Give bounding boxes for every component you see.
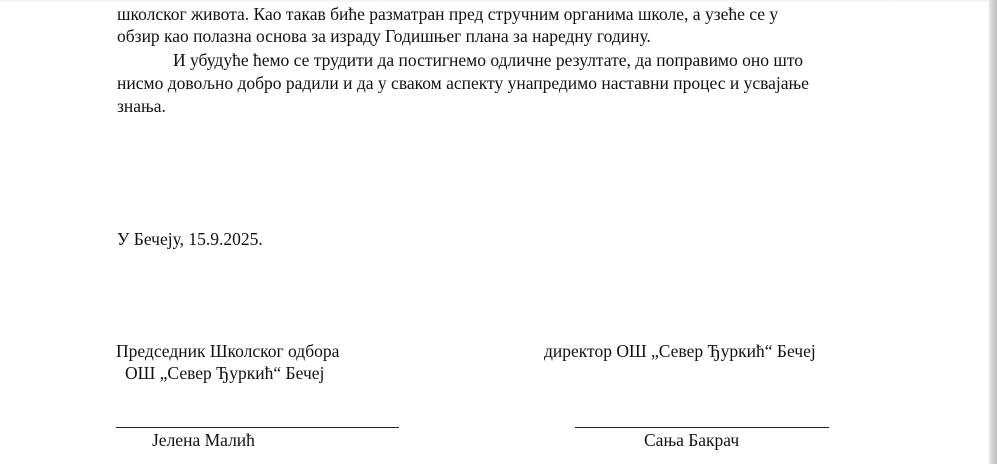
- place-and-date: У Бечеју, 15.9.2025.: [117, 229, 263, 249]
- left-signature-line: [116, 427, 399, 428]
- paragraph2-line2: нисмо довољно добро радили и да у сваком аспекту унапредимо наставни процес и усвајање: [117, 73, 809, 93]
- paragraph2-line1: И убудуће ћемо се трудити да постигнемо одличне резултате, да поправимо оно што: [173, 50, 804, 70]
- left-signatory-name: Јелена Малић: [152, 430, 255, 450]
- right-signatory-name: Сања Бакрач: [644, 430, 740, 450]
- paragraph1-line2: обзир као полазна основа за израду Годишњег плана за наредну годину.: [117, 26, 651, 46]
- paragraph2-line3: знања.: [117, 96, 166, 116]
- right-signature-line: [575, 427, 829, 428]
- right-signatory-title: директор ОШ „Север Ђуркић“ Бечеј: [544, 341, 816, 361]
- paragraph1-line1: школског живота. Као такав биће разматран пред стручним органима школе, а узеће се у: [117, 4, 779, 24]
- left-signatory-title: Председник Школског одбора: [116, 341, 340, 361]
- viewer-scrollbar-edge: [989, 0, 997, 464]
- left-signatory-school: ОШ „Север Ђуркић“ Бечеј: [125, 363, 325, 383]
